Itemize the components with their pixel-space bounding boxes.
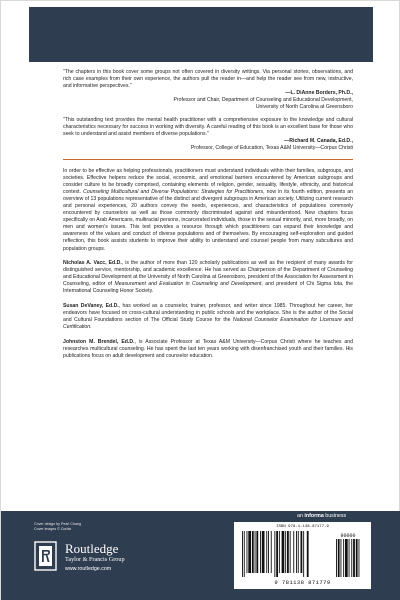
barcode-bar xyxy=(268,531,269,573)
barcode-bar xyxy=(356,539,358,577)
barcode-bar xyxy=(256,531,258,573)
isbn-barcode xyxy=(234,522,371,589)
author-name: Nicholas A. Vacc, Ed.D. xyxy=(63,260,122,267)
barcode-bar xyxy=(296,531,297,573)
barcode-bar xyxy=(279,531,280,573)
author-name: Susan DeVaney, Ed.D. xyxy=(63,302,119,309)
routledge-logo-icon xyxy=(34,541,57,571)
barcode-bar xyxy=(271,531,272,573)
description-intro: In order to be effective as helping professionals, practitioners must understand individuals within their families, subgroups, and societies. Effective helpers reduce the social, economic, and emotional barriers encountered by American subgroups and consider culture to be broadly comprised, containing elements of religion, gender, sexuality, lifestyle, ethnicity, and historical context. xyxy=(63,168,353,196)
endorsement-quote: “The chapters in this book cover some groups not often covered in diversity writings. Via personal stories, observations, and rich case examples from their own experience, the authors pull the reader in—and help the reader see from new, instructive, and informative perspectives.” xyxy=(63,69,353,90)
author-bio-text-end: , and president of Chi Sigma Iota, the International Counseling Honor Society. xyxy=(63,281,353,295)
barcode-bar xyxy=(260,531,261,573)
barcode-bars xyxy=(240,531,365,577)
barcode-bar xyxy=(307,531,309,577)
barcode-bar xyxy=(290,531,291,573)
barcode-bar xyxy=(262,531,265,573)
endorsement-attribution xyxy=(63,90,353,111)
barcode-bar xyxy=(341,539,342,577)
barcode-bar xyxy=(285,531,286,573)
cover-image-credit: Cover images © Corbis xyxy=(34,526,72,531)
author-bio-text: , is the author of more than 120 scholarly publications as well as the recipient of many awards for distinguished service, mentorship, and academic excellence. He has served as Chairperson of the Department of Counseling and Educational Development at the University of North Carolina at Greensboro, president of the Association for Assessment in Counseling, editor of xyxy=(63,260,354,288)
author-bio-devaney xyxy=(63,303,353,331)
endorser-institution: University of North Carolina at Greensboro xyxy=(255,104,353,111)
endorsement-quote: “This outstanding text provides the mental health practitioner with a comprehensive exposure to the knowledge and cultural characteristics necessary for success in working with diversity. A careful reading of this book is an excellent base for those who seek to understand and assist members of diverse populations.” xyxy=(63,117,353,138)
isbn-label: ISBN 978-1-138-87177-9 xyxy=(276,525,329,529)
barcode-bar xyxy=(345,539,348,577)
author-bio-vacc xyxy=(63,260,353,295)
informa-tagline: an informa business xyxy=(297,513,347,519)
top-color-band xyxy=(29,7,373,62)
barcode-bar xyxy=(293,531,294,573)
barcode-bar xyxy=(351,539,352,577)
barcode-bar xyxy=(282,531,285,573)
barcode-bar xyxy=(252,531,254,573)
barcode-bar xyxy=(336,539,337,577)
barcode-bar xyxy=(298,531,299,573)
barcode-bar xyxy=(343,539,344,577)
barcode-bar xyxy=(242,531,243,577)
book-description xyxy=(63,168,353,253)
author-bio-text: , has worked as a counselor, trainer, professor, and writer since 1985. Throughout her career, her endeavors have focused on cross-cultural understanding in public schools and the workplace. She is the author of the Social and Cultural Foundations section of The Official Study Course for the xyxy=(63,302,353,323)
informa-brand: informa xyxy=(304,513,324,519)
book-title: Counseling Multicultural and Diverse Populations: Strategies for Practitioners xyxy=(83,189,264,196)
endorsement-attribution xyxy=(63,138,353,152)
barcode-bar xyxy=(244,531,245,577)
endorsement-borders xyxy=(63,69,353,111)
barcode-bar xyxy=(266,531,267,573)
author-bio-text-end: . xyxy=(90,323,92,330)
endorser-name: —Richard M. Canada, Ed.D., xyxy=(284,138,353,145)
barcode-bar xyxy=(303,531,304,577)
barcode-bar xyxy=(276,531,278,577)
barcode-bar xyxy=(359,539,360,577)
author-name: Johnston M. Brendel, Ed.D. xyxy=(63,338,135,345)
publisher-group: Taylor & Francis Group xyxy=(65,556,125,563)
barcode-bar xyxy=(301,531,303,573)
endorser-role: Professor and Chair, Department of Counseling and Educational Development, xyxy=(173,97,353,104)
price-code: 90000 xyxy=(340,533,356,539)
cover-design-credit: Cover design by Pearl Chang xyxy=(34,522,81,526)
barcode-bar xyxy=(274,531,275,577)
barcode-bar xyxy=(338,539,340,577)
barcode-bar xyxy=(247,531,248,573)
description-body: , now in its fourth edition, presents an overview of 13 populations representative of the distinct and divergent subgroups in American society. Utilizing current research and personal experiences, 20 authors convey the needs, experiences, and characteristics of populations commonly encountered by counselors as well as those commonly discriminated against and misunderstood. New chapters focus specifically on Arab Americans, multiracial persons, incarcerated individuals, those in the sexual minority, and, more broadly, on men and women’s issues. This text provides a resource through which practitioners can expand their knowledge and awareness of the values and conduct of diverse populations and of themselves. By encouraging self-exploration and guided reflection, this book assists students to improve their ability to understand and counsel people from many subcultures and population groups. xyxy=(63,189,354,252)
divider-rule xyxy=(63,159,353,161)
endorser-name: —L. DiAnne Borders, Ph.D., xyxy=(285,90,353,97)
barcode-bar xyxy=(255,531,256,573)
back-cover-text xyxy=(63,69,353,367)
publisher-name: Routledge xyxy=(65,541,119,556)
endorsement-canada xyxy=(63,117,353,152)
author-bio-text: , is Associate Professor at Texas A&M University—Corpus Christi where he teaches and researches multicultural counseling. He has spent the last ten years working with disenfranchised youth and their families. His publications focus on adult development and counselor education. xyxy=(63,338,353,359)
exam-title: National Counselor Examination for Licensure and Certification xyxy=(63,316,353,330)
barcode-number: 9 781138 871779 xyxy=(274,579,331,586)
barcode-bar xyxy=(349,539,350,577)
publisher-url: www.routledge.com xyxy=(65,566,112,572)
barcode-bar xyxy=(248,531,251,573)
endorser-role: Professor, College of Education, Texas A&M University—Corpus Christi xyxy=(190,145,353,152)
cover-credits xyxy=(34,522,81,531)
barcode-bar xyxy=(353,539,355,577)
barcode-bar xyxy=(287,531,289,573)
journal-title: Measurement and Evaluation in Counseling and Development xyxy=(114,281,262,288)
publisher-logo xyxy=(34,541,184,581)
author-bio-brendel xyxy=(63,339,353,360)
